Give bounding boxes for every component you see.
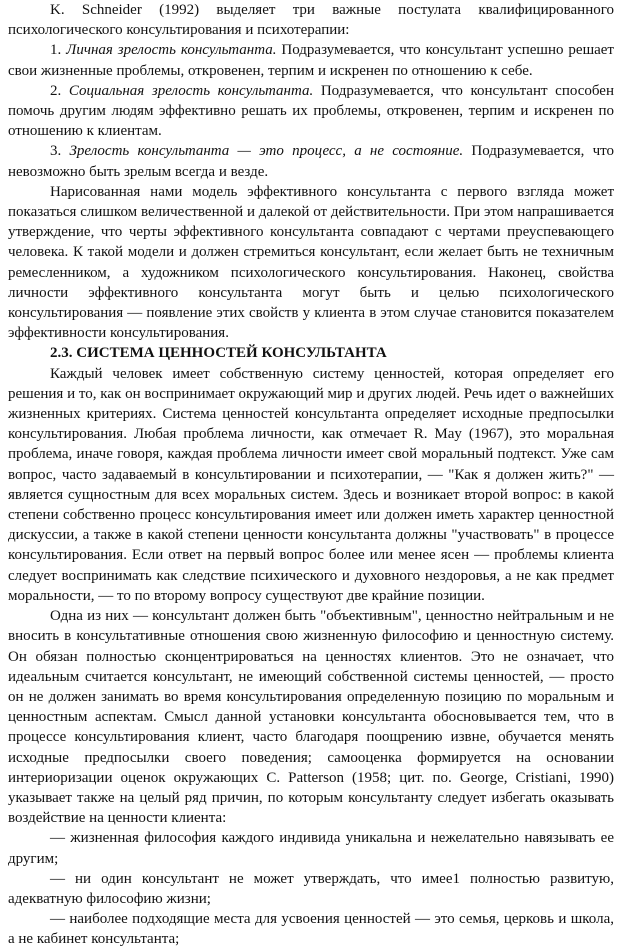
postulate-text: Подразумевается, что консультант успешно решает свои жизненные проблемы, откровенен, терпим и искренен по отношению к себе. [8, 42, 614, 79]
paragraph-text: K. Schneider (1992) выделяет три важные постулата квалифицированного психологического консультирования и психотерапии: [8, 2, 614, 39]
postulate-lead: Социальная зрелость консультанта. [68, 82, 314, 99]
postulate-item-1 [8, 40, 614, 80]
paragraph-values: Каждый человек имеет собственную систему ценностей, которая определяет его решения и то, как он воспринимает окружающий мир и других людей. Речь идет о важнейших жизненных критериях. Система ценностей консультанта определяет исходные предпосылки консультирования. Любая проблема личности, как отмечает R. May (1967), это моральная проблема, иначе говоря, каждая проблема личности имеет свой моральный подтекст. Уже сам вопрос, часто задаваемый в консультировании и психотерапии, — "Как я должен жить?" — является сущностным для всех моральных систем. Здесь и возникает второй вопрос: в какой степени собственно процесс консультирования имеет или должен иметь характер ценностной дискуссии, а также в какой степени ценности консультанта должны "участвовать" в процессе консультирования. Если ответ на первый вопрос более или менее ясен — проблемы клиента следует воспринимать как следствие психического и духовного нездоровья, а не как предмет моральности, — то по второму вопросу существуют две крайние позиции. [8, 365, 614, 604]
paragraph-intro [8, 0, 614, 40]
postulate-item-2 [8, 81, 614, 142]
postulate-lead: Зрелость консультанта — это процесс, а не состояние. [69, 143, 464, 160]
list-item-philosophy: — жизненная философия каждого индивида уникальна и нежелательно навязывать ее другим; [8, 830, 614, 867]
section-heading: 2.3. СИСТЕМА ЦЕННОСТЕЙ КОНСУЛЬТАНТА [50, 345, 387, 362]
postulate-item-3 [8, 141, 614, 181]
postulate-number: 1. [50, 42, 67, 59]
paragraph-model [8, 182, 614, 344]
list-item-places: — наиболее подходящие места для усвоения ценностей — это семья, церковь и школа, а не кабинет консультанта; [8, 911, 614, 948]
postulate-number: 2. [50, 82, 69, 99]
paragraph-text: Нарисованная нами модель эффективного консультанта с первого взгляда может показаться слишком величественной и далекой от действительности. При этом напрашивается утверждение, что черты эффективного консультанта совпадают с чертами преуспевающего человека. К такой модели и должен стремиться консультант, если желает быть не техничным ремесленником, а художником психологического консультирования. Наконец, свойства личности эффективного консультанта могут быть и целью психологического консультирования — появление этих свойств у клиента в этом случае становится показателем эффективности консультирования. [8, 183, 614, 342]
paragraph-objective: Одна из них — консультант должен быть "объективным", ценностно нейтральным и не вносить в консультативные отношения свою жизненную философию и ценностную систему. Он обязан полностью сконцентрироваться на ценностях клиентов. Это не означает, что идеальным считается консультант, не имеющий собственной системы ценностей, — просто он не должен занимать во время консультирования определенную позицию по моральным и ценностным аспектам. Смысл данной установки консультанта обосновывается тем, что в процессе консультирования клиент, часто благодаря поощрению извне, обучается менять исходные предпосылки своего поведения; самооценка формируется на основании интериоризации оценок окружающих C. Patterson (1958; цит. по. George, Cristiani, 1990) указывает также на целый ряд причин, по которым консультанту следует избегать оказывать воздействие на ценности клиента: [8, 608, 614, 827]
postulate-number: 3. [50, 143, 70, 160]
list-item-no-consultant: — ни один консультант не может утверждать, что имее1 полностью развитую, адекватную философию жизни; [8, 870, 614, 907]
postulate-text: Подразумевается, что невозможно быть зрелым всегда и везде. [8, 143, 615, 180]
postulate-lead: Личная зрелость консультанта. [66, 42, 277, 59]
postulate-text: Подразумевается, что консультант способен помочь другим людям эффективно решать их проблемы, откровенен, терпим и искренен по отношению к клиентам. [8, 82, 614, 140]
